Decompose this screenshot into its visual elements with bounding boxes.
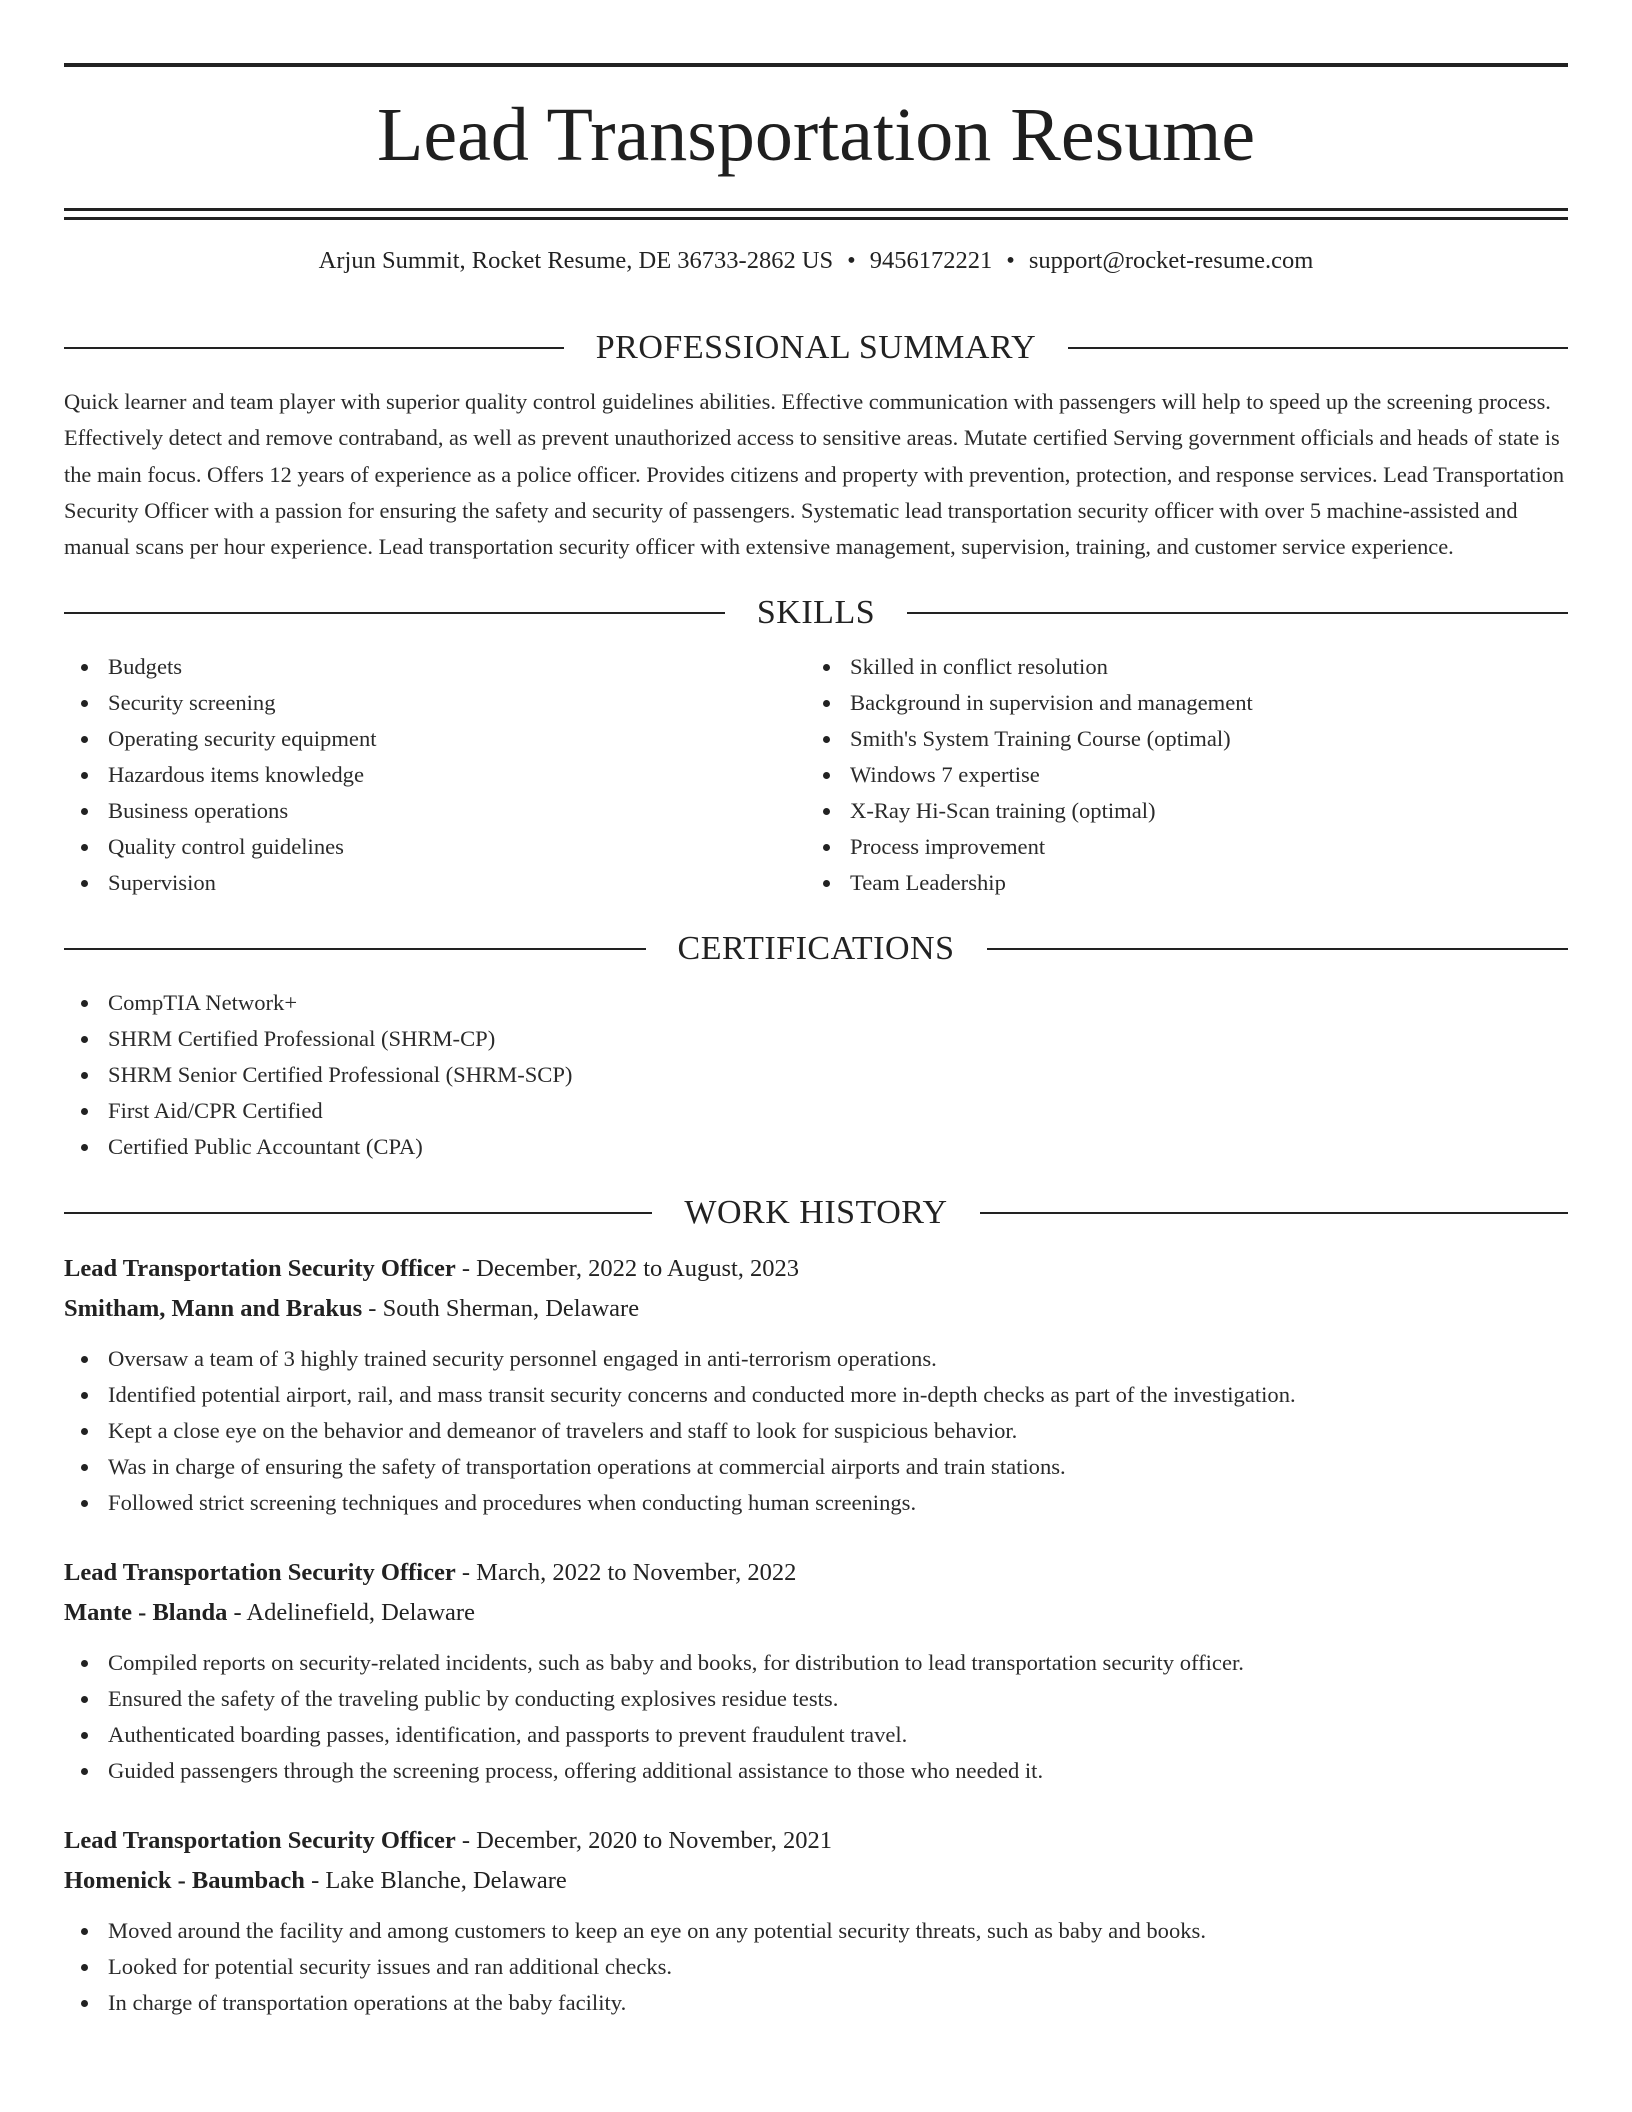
list-item: Security screening [64,685,806,721]
contact-separator: • [847,247,856,274]
certifications-heading-label: CERTIFICATIONS [677,930,955,968]
list-item: Background in supervision and management [806,685,1548,721]
work-history [64,1249,1568,2021]
list-item: Followed strict screening techniques and procedures when conducting human screenings. [64,1485,1568,1521]
job-title: Lead Transportation Security Officer [64,1559,456,1587]
job-dates: - December, 2022 to August, 2023 [455,1255,800,1283]
certifications-list [64,985,1568,1165]
list-item: Guided passengers through the screening process, offering additional assistance to those who needed it. [64,1753,1568,1789]
job-company-line [64,1861,1568,1901]
list-item: Identified potential airport, rail, and mass transit security concerns and conducted more in-depth checks as part of the investigation. [64,1377,1568,1413]
heading-rule [987,948,1569,950]
list-item: Business operations [64,793,806,829]
job-entry [64,1249,1568,1521]
job-company: Homenick - Baumbach [64,1867,305,1895]
list-item: CompTIA Network+ [64,985,1568,1021]
skills-list-right [806,649,1548,901]
list-item: Windows 7 expertise [806,757,1548,793]
skills-heading-label: SKILLS [756,594,876,632]
heading-rule [64,612,725,614]
list-item: Authenticated boarding passes, identification, and passports to prevent fraudulent travel. [64,1717,1568,1753]
contact-address: Arjun Summit, Rocket Resume, DE 36733-2862 US [318,247,834,274]
list-item: Process improvement [806,829,1548,865]
summary-heading-label: PROFESSIONAL SUMMARY [595,329,1037,366]
job-company: Mante - Blanda [64,1599,228,1627]
list-item: Oversaw a team of 3 highly trained security personnel engaged in anti-terrorism operations. [64,1341,1568,1377]
job-title-line [64,1821,1568,1861]
contact-separator: • [1006,247,1015,274]
heading-rule [907,612,1568,614]
job-title: Lead Transportation Security Officer [64,1255,456,1283]
job-location: - Adelinefield, Delaware [227,1599,475,1627]
list-item: Certified Public Accountant (CPA) [64,1129,1568,1165]
job-company: Smitham, Mann and Brakus [64,1295,363,1323]
summary-heading [64,324,1568,372]
job-title-line [64,1553,1568,1593]
job-dates: - December, 2020 to November, 2021 [455,1827,833,1855]
list-item: X-Ray Hi-Scan training (optimal) [806,793,1548,829]
list-item: Kept a close eye on the behavior and demeanor of travelers and staff to look for suspicious behavior. [64,1413,1568,1449]
list-item: In charge of transportation operations at the baby facility. [64,1985,1568,2021]
heading-rule [64,1212,652,1214]
page-title: Lead Transportation Resume [376,93,1256,177]
work-heading-label: WORK HISTORY [684,1194,948,1232]
heading-rule [64,948,646,950]
title-rule-1 [64,208,1568,211]
list-item: SHRM Senior Certified Professional (SHRM-SCP) [64,1057,1568,1093]
job-bullets [64,1913,1568,2021]
job-location: - South Sherman, Delaware [362,1295,640,1323]
job-title: Lead Transportation Security Officer [64,1827,456,1855]
list-item: Compiled reports on security-related incidents, such as baby and books, for distribution to lead transportation security officer. [64,1645,1568,1681]
job-entry [64,1821,1568,2021]
job-location: - Lake Blanche, Delaware [304,1867,567,1895]
list-item: Ensured the safety of the traveling public by conducting explosives residue tests. [64,1681,1568,1717]
contact-line [64,246,1568,276]
list-item: Team Leadership [806,865,1548,901]
job-company-line [64,1289,1568,1329]
job-entry [64,1553,1568,1789]
job-company-line [64,1593,1568,1633]
list-item: Hazardous items knowledge [64,757,806,793]
job-bullets [64,1645,1568,1789]
skills-heading [64,589,1568,637]
heading-rule [1068,347,1568,349]
skills-columns [64,649,1568,901]
contact-email: support@rocket-resume.com [1028,247,1314,274]
contact-phone: 9456172221 [869,247,993,274]
job-title-line [64,1249,1568,1289]
list-item: Moved around the facility and among customers to keep an eye on any potential security threats, such as baby and books. [64,1913,1568,1949]
heading-rule [64,347,564,349]
list-item: First Aid/CPR Certified [64,1093,1568,1129]
list-item: Smith's System Training Course (optimal) [806,721,1548,757]
top-rule [64,63,1568,67]
list-item: Quality control guidelines [64,829,806,865]
list-item: Operating security equipment [64,721,806,757]
list-item: Was in charge of ensuring the safety of transportation operations at commercial airports and train stations. [64,1449,1568,1485]
skills-list-left [64,649,806,901]
summary-text: Quick learner and team player with superior quality control guidelines abilities. Effective communication with passengers will help to speed up the screening process. Effectively detect and remove contraband, as well as prevent unauthorized access to sensitive areas. Mutate certified Serving government officials and heads of state is the main focus. Offers 12 years of experience as a police officer. Provides citizens and property with prevention, protection, and response services. Lead Transportation Security Officer with a passion for ensuring the safety and security of passengers. Systematic lead transportation security officer with over 5 machine-assisted and manual scans per hour experience. Lead transportation security officer with extensive management, supervision, training, and customer service experience. [64,389,1565,560]
resume-page [64,0,1568,2021]
list-item: Budgets [64,649,806,685]
list-item: Supervision [64,865,806,901]
certifications-heading [64,925,1568,973]
job-bullets [64,1341,1568,1521]
job-dates: - March, 2022 to November, 2022 [455,1559,797,1587]
title-rule-2 [64,217,1568,220]
heading-rule [980,1212,1568,1214]
work-heading [64,1189,1568,1237]
list-item: Skilled in conflict resolution [806,649,1548,685]
list-item: SHRM Certified Professional (SHRM-CP) [64,1021,1568,1057]
list-item: Looked for potential security issues and ran additional checks. [64,1949,1568,1985]
